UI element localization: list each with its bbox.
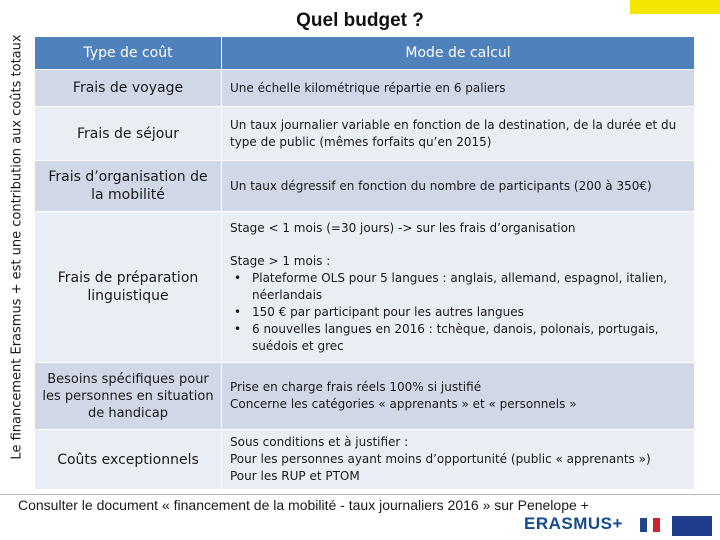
column-header-calc: Mode de calcul [222, 37, 695, 70]
calc-cell: Un taux journalier variable en fonction de la destination, de la durée et du type de public (mêmes forfaits qu’en 2015) [222, 107, 695, 161]
table-header-row [35, 37, 695, 70]
table-row [35, 107, 695, 161]
side-label: Le financement Erasmus + est une contribution aux coûts totaux [9, 34, 25, 460]
cost-type-cell: Frais de séjour [35, 107, 222, 161]
table-row [35, 430, 695, 490]
calc-cell [222, 212, 695, 363]
calc-cell [222, 363, 695, 430]
cost-type-cell: Frais de voyage [35, 70, 222, 107]
table-row [35, 363, 695, 430]
table-row [35, 70, 695, 107]
list-item: • 150 € par participant pour les autres langues [252, 304, 686, 321]
calc-line: Stage < 1 mois (=30 jours) -> sur les frais d’organisation [230, 220, 576, 235]
list-item: • Plateforme OLS pour 5 langues : anglais, allemand, espagnol, italien, néerlandais [252, 270, 686, 304]
cost-type-cell: Frais d’organisation de la mobilité [35, 161, 222, 212]
calc-line: Concerne les catégories « apprenants » et « personnels » [230, 397, 577, 411]
calc-line: Stage > 1 mois : [230, 253, 331, 268]
cost-type-cell: Coûts exceptionnels [35, 430, 222, 490]
calc-cell [222, 430, 695, 490]
cost-type-cell: Frais de préparation linguistique [35, 212, 222, 363]
footer-divider [0, 494, 720, 495]
budget-table [34, 36, 695, 490]
list-item: • 6 nouvelles langues en 2016 : tchèque, danois, polonais, portugais, suédois et grec [252, 321, 686, 355]
calc-line: Prise en charge frais réels 100% si justifié [230, 380, 482, 394]
calc-cell: Un taux dégressif en fonction du nombre de participants (200 à 350€) [222, 161, 695, 212]
column-header-type: Type de coût [35, 37, 222, 70]
calc-line: Pour les personnes ayant moins d’opportunité (public « apprenants ») [230, 452, 651, 466]
footer-note: Consulter le document « financement de la mobilité - taux journaliers 2016 » sur Penelope + [18, 497, 589, 513]
language-list [230, 270, 686, 355]
erasmus-logo [522, 514, 720, 540]
eu-flag-icon [672, 516, 712, 536]
calc-line: Pour les RUP et PTOM [230, 469, 360, 483]
calc-line: Sous conditions et à justifier : [230, 435, 409, 449]
cost-type-cell: Besoins spécifiques pour les personnes en situation de handicap [35, 363, 222, 430]
page-title: Quel budget ? [296, 10, 424, 31]
table-row [35, 161, 695, 212]
calc-cell: Une échelle kilométrique répartie en 6 paliers [222, 70, 695, 107]
logo-text: ERASMUS+ [524, 514, 623, 533]
table-row [35, 212, 695, 363]
side-label-container [0, 0, 34, 495]
french-flag-icon [640, 518, 660, 532]
